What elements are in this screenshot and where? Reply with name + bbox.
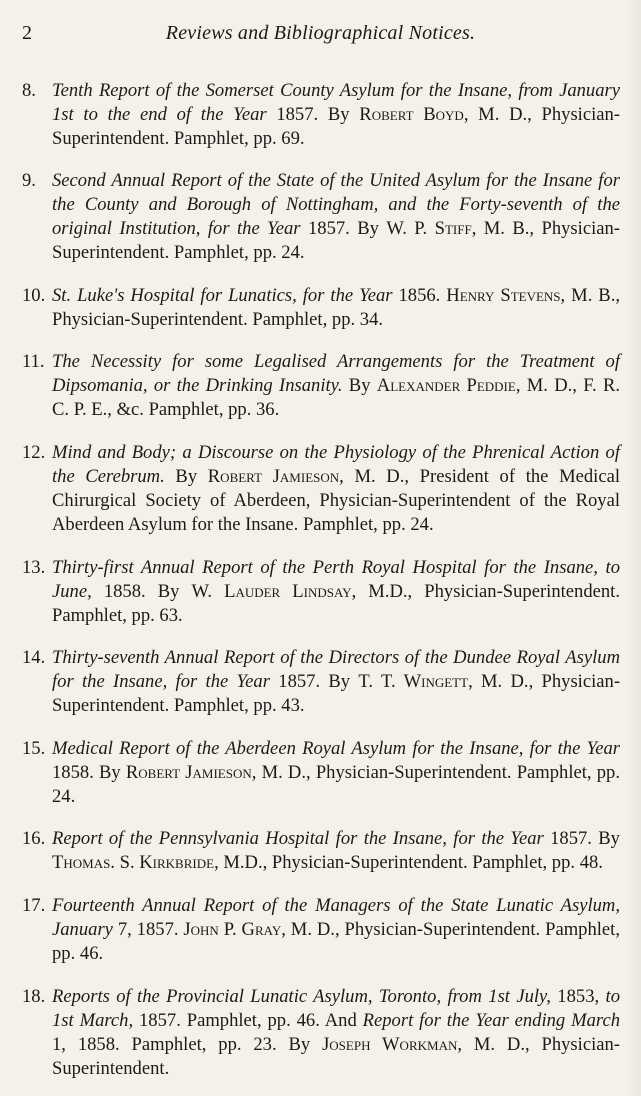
- entry-details: , M.D., Physician-Superintendent. Pamphlet, pp. 48.: [214, 852, 603, 874]
- entry-text: 1857. By: [269, 671, 359, 693]
- entry-text: 1857. By: [543, 828, 620, 850]
- entry-number: 16.: [22, 828, 46, 850]
- entry-11: [22, 350, 620, 422]
- entry-number: 17.: [22, 894, 46, 916]
- entry-title: Medical Report of the Aberdeen Royal Asylum for the Insane, for the Year: [52, 737, 620, 759]
- entry-8: [22, 79, 620, 151]
- entry-number: 8.: [22, 79, 36, 101]
- entry-number: 10.: [22, 284, 46, 306]
- entry-details: , M. D., F. R. C. P. E., &c. Pamphlet, pp. 36.: [52, 375, 621, 421]
- entry-title: St. Luke's Hospital for Lunatics, for the Year: [52, 284, 393, 306]
- entry-title: Fourteenth Annual Report of the Managers of the State Lunatic Asylum, January: [52, 894, 620, 940]
- entry-number: 13.: [22, 556, 46, 578]
- entry-title: Second Annual Report of the State of the United Asylum for the Insane for the County and Borough of Nottingham, and the Forty-seventh of the original Institution, for the Year: [52, 170, 620, 240]
- entry-details: , M. D., Physician-Superintendent. Pamphlet, pp. 43.: [52, 671, 621, 717]
- entry-title: Thirty-first Annual Report of the Perth Royal Hospital for the Insane, to June,: [52, 556, 620, 602]
- entry-details: , M. D., President of the Medical Chirurgical Society of Aberdeen, Physician-Superintendent of the Royal Aberdeen Asylum for the Insane. Pamphlet, pp. 24.: [52, 465, 620, 535]
- entry-text: 1857. Pamphlet, pp. 46. And: [133, 1009, 363, 1031]
- entry-16: [22, 827, 620, 875]
- entry-author: Henry Stevens: [446, 284, 561, 306]
- entry-title: Reports of the Provincial Lunatic Asylum, Toronto, from 1st July,: [52, 985, 551, 1007]
- entry-author: Robert Jamieson: [207, 465, 340, 487]
- entry-details: , M.D., Physician-Superintendent. Pamphlet, pp. 63.: [52, 580, 620, 626]
- entry-details: , M. B., Physician-Superintendent. Pamphlet, pp. 24.: [52, 218, 620, 264]
- entry-details: , M. B., Physician-Superintendent. Pamphlet, pp. 34.: [52, 284, 621, 330]
- entry-text: 7, 1857.: [112, 918, 184, 940]
- entry-title: Thirty-seventh Annual Report of the Directors of the Dundee Royal Asylum for the Insane, for the Year: [52, 647, 620, 693]
- entry-second-title: Report for the Year ending March: [362, 1009, 620, 1031]
- entry-9: [22, 169, 620, 265]
- entry-text: 1856.: [392, 284, 447, 306]
- entry-author: John P. Gray: [183, 918, 282, 940]
- entry-number: 15.: [22, 737, 46, 759]
- page-edge-shadow: [627, 0, 641, 1096]
- entry-title: Report of the Pennsylvania Hospital for the Insane, for the Year: [52, 828, 544, 850]
- entry-number: 11.: [22, 351, 45, 373]
- entry-details: , M. D., Physician-Superintendent. Pamphlet, pp. 24.: [52, 761, 620, 807]
- running-head: Reviews and Bibliographical Notices.: [165, 22, 476, 44]
- entry-title: The Necessity for some Legalised Arrangements for the Treatment of Dipsomania, or the Drinking Insanity.: [52, 351, 620, 397]
- entry-12: [22, 441, 620, 537]
- entry-title: Mind and Body; a Discourse on the Physiology of the Phrenical Action of the Cerebrum.: [52, 441, 620, 487]
- entry-text: 1857. By: [300, 218, 387, 240]
- entry-text: 1853,: [550, 985, 606, 1007]
- entry-author: Joseph Workman: [322, 1033, 458, 1055]
- entry-text: By: [342, 375, 377, 397]
- entry-number: 14.: [22, 647, 46, 669]
- entry-14: [22, 646, 620, 718]
- entry-author: Alexander Peddie: [376, 375, 516, 397]
- entry-author: Thomas. S. Kirkbride: [52, 852, 215, 874]
- page-header: [0, 22, 641, 52]
- bibliography-list: [22, 60, 620, 1086]
- entry-text: 1858. By: [52, 761, 126, 783]
- entry-17: [22, 894, 620, 966]
- entry-text: 1857. By: [266, 103, 360, 125]
- entry-author: T. T. Wingett: [358, 671, 469, 693]
- entry-author: Robert Jamieson: [125, 761, 252, 783]
- entry-text: 1, 1858. Pamphlet, pp. 23. By: [52, 1033, 323, 1055]
- entry-author: W. P. Stiff: [386, 218, 472, 240]
- entry-author: Robert Boyd: [359, 103, 464, 125]
- entry-text: By: [164, 465, 208, 487]
- entry-title: Tenth Report of the Somerset County Asylum for the Insane, from January 1st to the end of the Year: [52, 79, 620, 125]
- page-number: 2: [22, 22, 32, 44]
- entry-author: W. Lauder Lindsay: [191, 580, 352, 602]
- entry-title-continued: to 1st March,: [52, 985, 620, 1031]
- entry-10: [22, 284, 620, 332]
- entry-13: [22, 556, 620, 628]
- entry-details: , M. D., Physician-Superintendent.: [52, 1033, 620, 1079]
- entry-number: 18.: [22, 985, 46, 1007]
- entry-details: , M. D., Physician-Superintendent. Pamphlet, pp. 46.: [52, 918, 620, 964]
- entry-text: 1858. By: [91, 580, 192, 602]
- entry-details: , M. D., Physician-Superintendent. Pamphlet, pp. 69.: [52, 103, 621, 149]
- entry-number: 9.: [22, 170, 36, 192]
- entry-18: [22, 985, 620, 1081]
- entry-15: [22, 737, 620, 809]
- entry-number: 12.: [22, 441, 46, 463]
